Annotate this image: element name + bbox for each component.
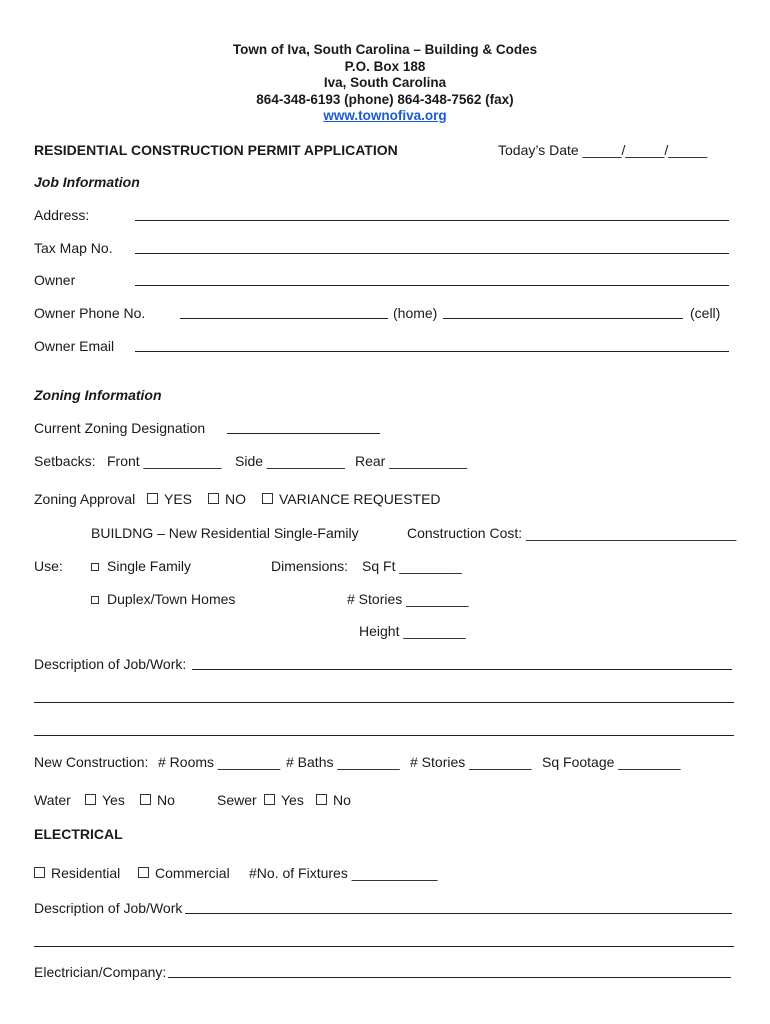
zoning-variance-checkbox[interactable] xyxy=(262,493,273,504)
height-field[interactable]: Height ________ xyxy=(359,623,466,639)
zoning-approval-label: Zoning Approval xyxy=(34,491,136,507)
job-info-heading: Job Information xyxy=(34,174,140,190)
new-construction-label: New Construction: xyxy=(34,754,149,770)
address-field[interactable] xyxy=(135,220,729,221)
setback-front-field[interactable]: Front __________ xyxy=(107,453,222,469)
duplex-label: Duplex/Town Homes xyxy=(107,591,236,607)
sewer-yes-option[interactable] xyxy=(264,792,304,808)
water-yes-checkbox[interactable] xyxy=(85,794,96,805)
zoning-variance-option[interactable] xyxy=(262,491,441,507)
job-description-field-1[interactable] xyxy=(192,669,732,670)
use-label: Use: xyxy=(34,558,63,574)
sewer-no-option[interactable] xyxy=(316,792,351,808)
sewer-no-label: No xyxy=(333,792,351,808)
new-stories-field[interactable]: # Stories ________ xyxy=(410,754,532,770)
website-link[interactable]: www.townofiva.org xyxy=(323,108,447,123)
tax-map-label: Tax Map No. xyxy=(34,240,113,256)
sqft-field[interactable]: Sq Ft ________ xyxy=(362,558,462,574)
zoning-yes-checkbox[interactable] xyxy=(147,493,158,504)
sq-footage-field[interactable]: Sq Footage ________ xyxy=(542,754,681,770)
zoning-variance-label: VARIANCE REQUESTED xyxy=(279,491,441,507)
zoning-designation-field[interactable] xyxy=(227,433,380,434)
electrical-description-label: Description of Job/Work xyxy=(34,900,183,916)
sewer-yes-checkbox[interactable] xyxy=(264,794,275,805)
electrician-field[interactable] xyxy=(168,977,731,978)
zoning-no-option[interactable] xyxy=(208,491,246,507)
baths-field[interactable]: # Baths ________ xyxy=(286,754,400,770)
rooms-field[interactable]: # Rooms ________ xyxy=(158,754,281,770)
water-yes-option[interactable] xyxy=(85,792,125,808)
home-phone-field[interactable] xyxy=(180,318,388,319)
header-po-box: P.O. Box 188 xyxy=(344,58,426,74)
header-town: Town of Iva, South Carolina – Building & Codes xyxy=(232,42,538,57)
zoning-no-label: NO xyxy=(225,491,246,507)
zoning-heading: Zoning Information xyxy=(34,387,162,403)
single-family-checkbox[interactable] xyxy=(91,563,99,571)
building-stories-field[interactable]: # Stories ________ xyxy=(347,591,469,607)
building-type-label: BUILDNG – New Residential Single-Family xyxy=(91,525,359,541)
owner-email-label: Owner Email xyxy=(34,338,115,354)
fixtures-field[interactable]: #No. of Fixtures ___________ xyxy=(249,865,438,881)
header-city: Iva, South Carolina xyxy=(323,75,447,90)
tax-map-field[interactable] xyxy=(135,253,729,254)
electrical-description-field-2[interactable] xyxy=(34,946,734,947)
electrical-commercial-option[interactable] xyxy=(138,865,230,881)
water-no-option[interactable] xyxy=(140,792,175,808)
header-phone-fax: 864-348-6193 (phone) 864-348-7562 (fax) xyxy=(256,91,514,107)
construction-cost-field[interactable]: Construction Cost: ___________________________ xyxy=(407,525,737,541)
single-family-label: Single Family xyxy=(107,558,192,574)
todays-date-field[interactable]: Today’s Date _____/_____/_____ xyxy=(498,142,708,158)
water-yes-label: Yes xyxy=(102,792,125,808)
electrician-label: Electrician/Company: xyxy=(34,964,167,980)
job-description-field-3[interactable] xyxy=(34,735,734,736)
home-label: (home) xyxy=(393,305,438,321)
water-no-label: No xyxy=(157,792,175,808)
zoning-designation-label: Current Zoning Designation xyxy=(34,420,206,436)
use-single-family-option[interactable] xyxy=(91,558,191,574)
zoning-yes-option[interactable] xyxy=(147,491,192,507)
electrical-heading: ELECTRICAL xyxy=(34,826,123,842)
electrical-commercial-label: Commercial xyxy=(155,865,230,881)
setbacks-label: Setbacks: xyxy=(34,453,96,469)
setback-side-field[interactable]: Side __________ xyxy=(235,453,345,469)
cell-phone-field[interactable] xyxy=(443,318,683,319)
address-label: Address: xyxy=(34,207,90,223)
zoning-no-checkbox[interactable] xyxy=(208,493,219,504)
dimensions-label: Dimensions: xyxy=(271,558,349,574)
owner-label: Owner xyxy=(34,272,76,288)
duplex-checkbox[interactable] xyxy=(91,596,99,604)
setback-rear-field[interactable]: Rear __________ xyxy=(355,453,468,469)
owner-field[interactable] xyxy=(135,285,729,286)
owner-phone-label: Owner Phone No. xyxy=(34,305,146,321)
electrical-residential-option[interactable] xyxy=(34,865,120,881)
cell-label: (cell) xyxy=(690,305,721,321)
job-description-label: Description of Job/Work: xyxy=(34,656,187,672)
sewer-label: Sewer xyxy=(217,792,257,808)
water-label: Water xyxy=(34,792,71,808)
form-title: RESIDENTIAL CONSTRUCTION PERMIT APPLICATION xyxy=(34,142,398,158)
zoning-yes-label: YES xyxy=(164,491,193,507)
electrical-description-field-1[interactable] xyxy=(185,913,732,914)
water-no-checkbox[interactable] xyxy=(140,794,151,805)
job-description-field-2[interactable] xyxy=(34,702,734,703)
owner-email-field[interactable] xyxy=(135,351,729,352)
electrical-commercial-checkbox[interactable] xyxy=(138,867,149,878)
electrical-residential-label: Residential xyxy=(51,865,121,881)
electrical-residential-checkbox[interactable] xyxy=(34,867,45,878)
letterhead xyxy=(0,42,770,125)
sewer-yes-label: Yes xyxy=(281,792,304,808)
sewer-no-checkbox[interactable] xyxy=(316,794,327,805)
use-duplex-option[interactable] xyxy=(91,591,235,607)
